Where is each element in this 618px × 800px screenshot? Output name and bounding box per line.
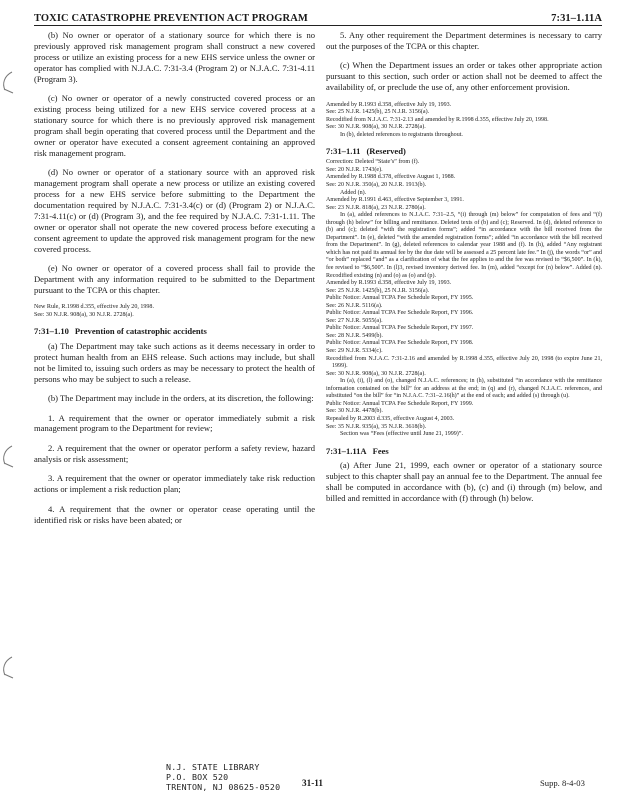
- paragraph-c: (c) When the Department issues an order or takes other appropriate action pursuant to this section, such order or action shall not be deemed to affect the availability of, or preclude the use of, any other enforcement provision.: [326, 60, 602, 93]
- history-line: Public Notice: Annual TCPA Fee Schedule Report, FY 1996.: [326, 310, 474, 317]
- page-number: 31-11: [302, 778, 323, 788]
- list-item: 1. A requirement that the owner or operator immediately submit a risk management program to the Department for review;: [34, 412, 315, 434]
- paragraph-d: (d) No owner or operator of a stationary source with an approved risk management program shall operate a new process or utilize an existing covered process for a new EHS service before submitting to the Department the documentation required by N.J.A.C. 7:31-3.4(c) or (d) (Program 2) or N.J.A.C. 7:31-4.11(c) or (d) (Program 3), and the fee required by N.J.A.C. 7:31-1.11. The owner or operator shall not operate the new covered process before executing a consent agreement to update the approved risk management program for the new covered process.: [34, 167, 315, 254]
- section-number: 7:31–1.11: [326, 146, 361, 157]
- list-item: 5. Any other requirement the Department determines is necessary to carry out the purposes of the TCPA or this chapter.: [326, 30, 602, 51]
- section-heading-1-11: [326, 146, 602, 157]
- history-line: See: 30 N.J.R. 4478(b).: [326, 408, 383, 415]
- history-note: [326, 102, 602, 140]
- punch-hole-mark: [0, 444, 16, 470]
- history-line: Public Notice: Annual TCPA Fee Schedule Report, FY 1999.: [326, 400, 474, 407]
- history-line: Public Notice: Annual TCPA Fee Schedule Report, FY 1995.: [326, 295, 474, 302]
- library-stamp: [166, 762, 286, 792]
- history-note-text: Section was “Fees (effective until June 21, 1999)”.: [340, 431, 463, 438]
- history-note: [326, 159, 602, 438]
- history-line: See: 35 N.J.R. 935(a), 35 N.J.R. 3618(b).: [326, 423, 427, 430]
- history-line: See: 25 N.J.R. 1425(b), 25 N.J.R. 3156(a).: [326, 109, 430, 116]
- history-note-text: In (a), added references to N.J.A.C. 7:31–2.5, “(i) through (m) below” for computation of fees and “(f) through (h) below” for billing and remittance. Deleted texts of (b) and (c); Reserved. In (d), deleted reference to (b) and (c); deleted “with the registration forms”; added “in accordance with the bill received from the Department”. In (e), deleted “with the amended registration forms”; added “in accordance with the bill received from the Department”. In (g), deleted references to calendar year 1988 and (f). In (h), added “Any registrant which has not paid its annual fee by the due date will be assessed a 25 percent late fee.” In (j), the words “or” and “or both” replaced “and” as a clarification of what the fee applies to and the fee was revised to “$6,500”. In (k), fee revised to “$6,500”. In (l)3, revised inventory derived fee. In (m), added “except for (n) below”. Added (n). Recodified existing (n) and (o) as (o) and (p).: [326, 212, 602, 279]
- section-heading-1-11a: [326, 446, 602, 457]
- section-heading-1-10: [34, 326, 315, 337]
- punch-hole-mark: [0, 655, 16, 681]
- header-rule: [34, 25, 602, 26]
- history-line: See: 25 N.J.R. 1425(b), 25 N.J.R. 3156(a).: [326, 287, 430, 294]
- list-item: 2. A requirement that the owner or operator perform a safety review, hazard analysis or risk assessment;: [34, 442, 315, 464]
- history-line: In (b), deleted references to registrants throughout.: [340, 131, 463, 138]
- history-line: Amended by R.1988 d.378, effective August 1, 1988.: [326, 174, 456, 181]
- paragraph-a: (a) The Department may take such actions as it deems necessary in order to protect human health from an EHS release. Such actions may include, but shall not be limited to, issuing such orders as may be necessary to protect the health of persons who may be subject to such a release.: [34, 340, 315, 384]
- history-line: Recodified from N.J.A.C. 7:31-2.16 and amended by R.1998 d.355, effective July 20, 1998 (to expire June 21, 1999).: [326, 355, 602, 370]
- section-title: Prevention of catastrophic accidents: [74, 326, 207, 337]
- history-line: See: 27 N.J.R. 5055(a).: [326, 317, 383, 324]
- history-line: New Rule, R.1998 d.355, effective July 20, 1998.: [34, 304, 154, 311]
- history-line: Amended by R.1993 d.358, effective July 19, 1993.: [326, 280, 452, 287]
- history-line: Added (n).: [340, 189, 367, 196]
- section-title: (Reserved): [366, 146, 406, 157]
- history-line: Repealed by R.2003 d.335, effective August 4, 2003.: [326, 415, 455, 422]
- left-column: [34, 30, 315, 526]
- section-number: 7:31–1.10: [34, 326, 69, 337]
- history-note: [34, 304, 315, 319]
- history-line: Amended by R.1991 d.463, effective September 3, 1991.: [326, 197, 464, 204]
- history-line: Public Notice: Annual TCPA Fee Schedule Report, FY 1998.: [326, 340, 474, 347]
- section-title: Fees: [372, 445, 389, 456]
- punch-hole-mark: [0, 70, 16, 96]
- right-column: [326, 30, 602, 504]
- paragraph-e: (e) No owner or operator of a covered process shall fail to provide the Department with any information required to be submitted to the Department pursuant to the TCPA or this chapter.: [34, 263, 315, 295]
- history-line: See: 30 N.J.R. 908(a), 30 N.J.R. 2728(a).: [326, 370, 426, 377]
- history-line: See: 30 N.J.R. 908(a), 30 N.J.R. 2728(a).: [34, 311, 134, 318]
- paragraph-a: (a) After June 21, 1999, each owner or operator of a stationary source subject to this chapter shall pay an annual fee to the Department. The annual fee shall be computed in accordance with (b), (c) and (i) through (m) below, and billed and remitted in accordance with (f) through (h) below.: [326, 460, 602, 503]
- stamp-line: P.O. BOX 520: [166, 772, 229, 783]
- history-line: Recodified from N.J.A.C. 7:31-2.13 and amended by R.1998 d.355, effective July 20, 1998.: [326, 116, 549, 123]
- paragraph-c: (c) No owner or operator of a newly constructed covered process or an existing process being utilized for a new EHS service covered process at a stationary source for which there is no previously approved risk management program shall begin operating that covered process until the Department and the owner or operator have executed a consent agreement containing an approved risk management program.: [34, 93, 315, 158]
- header-section: 7:31–1.11A: [551, 13, 602, 24]
- history-line: See: 26 N.J.R. 5116(a).: [326, 302, 383, 309]
- history-line: Correction: Deleted “State’s” from (f).: [326, 159, 420, 166]
- stamp-line: TRENTON, NJ 08625-0520: [166, 782, 281, 793]
- history-line: See: 20 N.J.R. 1743(e).: [326, 166, 383, 173]
- history-line: See: 30 N.J.R. 908(a), 30 N.J.R. 2728(a).: [326, 124, 426, 131]
- list-item: 3. A requirement that the owner or operator immediately take risk reduction actions or implement a risk reduction plan;: [34, 473, 315, 495]
- history-line: See: 28 N.J.R. 5499(b).: [326, 332, 383, 339]
- history-line: See: 29 N.J.R. 5334(c).: [326, 348, 383, 355]
- paragraph-b: (b) The Department may include in the orders, at its discretion, the following:: [48, 393, 314, 404]
- history-line: See: 23 N.J.R. 818(a), 23 N.J.R. 2780(a).: [326, 204, 426, 211]
- list-item: 4. A requirement that the owner or operator cease operating until the identified risk or risks have been abated; or: [34, 503, 315, 525]
- supplement-date: Supp. 8-4-03: [540, 778, 585, 788]
- history-line: Amended by R.1993 d.358, effective July 19, 1993.: [326, 101, 452, 108]
- paragraph-b: (b) No owner or operator of a stationary source for which there is no previously approved risk management program shall construct a new covered process or utilize an existing process for a new EHS service unless the owner or operator has complied with N.J.A.C. 7:31-3.4 (Program 2) or N.J.A.C. 7:31-4.11 (Program 3).: [34, 30, 315, 84]
- stamp-line: N.J. STATE LIBRARY: [166, 762, 260, 772]
- section-number: 7:31–1.11A: [326, 445, 367, 456]
- history-line: Public Notice: Annual TCPA Fee Schedule Report, FY 1997.: [326, 325, 474, 332]
- header-title: TOXIC CATASTROPHE PREVENTION ACT PROGRAM: [34, 13, 308, 24]
- history-note-text: In (a), (i), (l) and (o), changed N.J.A.C. references; in (h), substituted “in accordance with the remittance information contained on the bill” for an address at the end; in (q) and (r), changed N.J.A.C. references, and substituted “on the bill” for “in N.J.A.C. 7:31–2.16(h)” at the end of each; and added (s) through (u).: [326, 378, 602, 400]
- history-line: See: 20 N.J.R. 350(a), 20 N.J.R. 1913(b).: [326, 182, 427, 188]
- running-header: [34, 8, 602, 24]
